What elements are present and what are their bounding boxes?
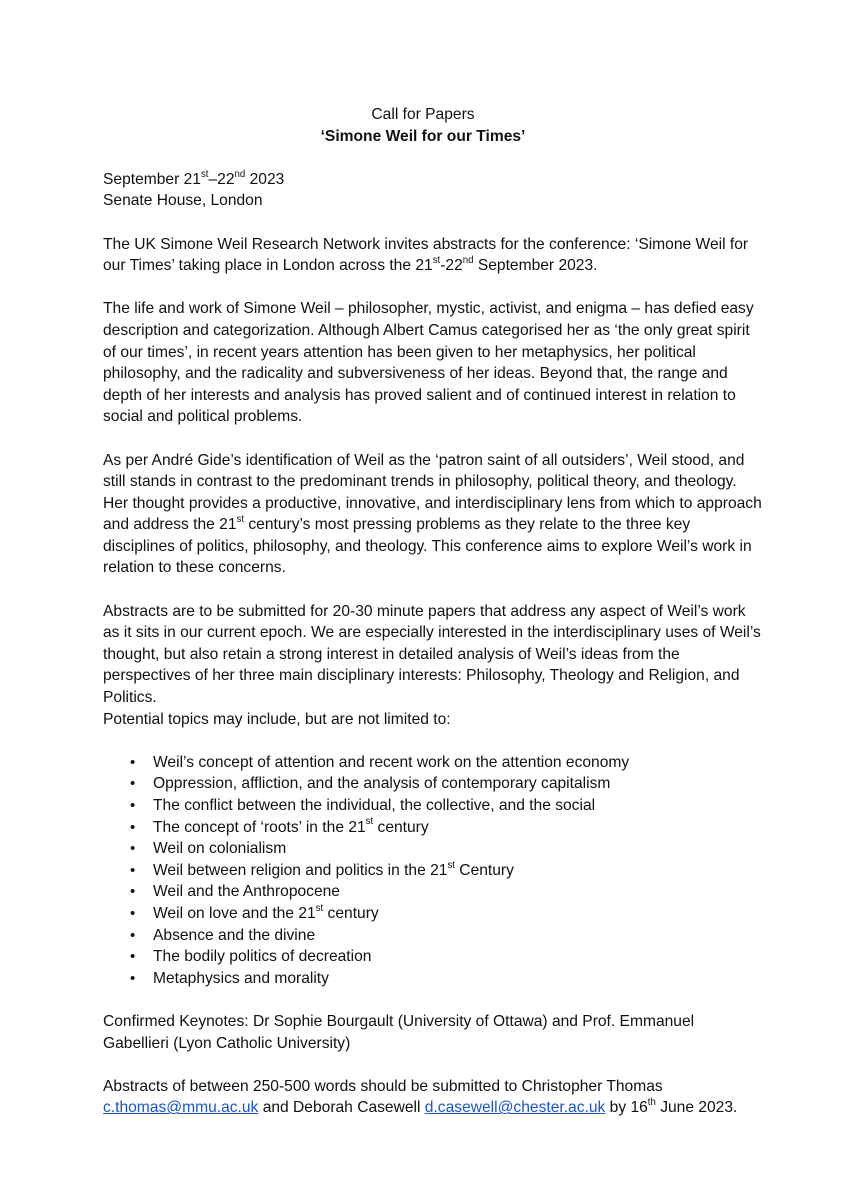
outsiders-paragraph: As per André Gide’s identification of Weil as the ‘patron saint of all outsiders’, Weil stood, and still stands in contrast to the predominant trends in philosophy, political theory, and theology. Her thought provides a productive, innovative, and interdisciplinary lens from which to approach and address the 21st century’s most pressing problems as they relate to the three key disciplines of politics, philosophy, and theology. This conference aims to explore Weil’s work in relation to these concerns. bbox=[103, 451, 762, 577]
intro-paragraph: The UK Simone Weil Research Network invites abstracts for the conference: ‘Simone Weil for our Times’ taking place in London across the 21st-22nd September 2023. bbox=[103, 235, 749, 275]
conference-title: ‘Simone Weil for our Times’ bbox=[320, 127, 526, 145]
bullet-icon: • bbox=[130, 840, 136, 858]
event-date: September 21st–22nd 2023 bbox=[103, 168, 285, 188]
bullet-icon: • bbox=[130, 883, 136, 901]
list-item: • Weil’s concept of attention and recent work on the attention economy bbox=[103, 752, 763, 774]
submission-paragraph: Abstracts of between 250-500 words should be submitted to Christopher Thomas c.thomas@mmu.ac.uk and Deborah Casewell d.casewell@chester.ac.uk by 16th June 2023. bbox=[103, 1077, 738, 1117]
list-item: • The concept of ‘roots’ in the 21st century bbox=[103, 817, 763, 839]
bullet-icon: • bbox=[130, 753, 136, 771]
bullet-icon: • bbox=[130, 926, 136, 944]
list-item: • Weil between religion and politics in the 21st Century bbox=[103, 860, 763, 882]
topics-list bbox=[103, 752, 763, 990]
bullet-icon: • bbox=[130, 904, 136, 922]
abstracts-paragraph: Abstracts are to be submitted for 20-30 minute papers that address any aspect of Weil’s work as it sits in our current epoch. We are especially interested in the interdisciplinary uses of Weil’s thought, but also retain a strong interest in detailed analysis of Weil’s ideas from the perspectives of her three main disciplinary interests: Philosophy, Theology and Religion, and Politics. bbox=[103, 602, 761, 707]
list-item: • Absence and the divine bbox=[103, 925, 763, 947]
bullet-icon: • bbox=[130, 818, 136, 836]
list-item: • Weil on colonialism bbox=[103, 838, 763, 860]
list-item: • Weil on love and the 21st century bbox=[103, 903, 763, 925]
bullet-icon: • bbox=[130, 969, 136, 987]
list-item: • Oppression, affliction, and the analysis of contemporary capitalism bbox=[103, 773, 763, 795]
list-item: • Weil and the Anthropocene bbox=[103, 881, 763, 903]
list-item: • Metaphysics and morality bbox=[103, 968, 763, 990]
bullet-icon: • bbox=[130, 775, 136, 793]
bullet-icon: • bbox=[130, 861, 136, 879]
bullet-icon: • bbox=[130, 948, 136, 966]
document-page bbox=[103, 104, 763, 1119]
email-link-casewell[interactable]: d.casewell@chester.ac.uk bbox=[424, 1099, 606, 1117]
email-link-thomas[interactable]: c.thomas@mmu.ac.uk bbox=[103, 1099, 259, 1117]
title-block bbox=[103, 104, 743, 147]
event-venue: Senate House, London bbox=[103, 192, 263, 210]
list-item: • The bodily politics of decreation bbox=[103, 946, 763, 968]
list-item: • The conflict between the individual, the collective, and the social bbox=[103, 795, 763, 817]
topics-intro: Potential topics may include, but are not limited to: bbox=[103, 710, 451, 728]
call-for-papers-heading: Call for Papers bbox=[371, 106, 475, 123]
keynotes-paragraph: Confirmed Keynotes: Dr Sophie Bourgault (University of Ottawa) and Prof. Emmanuel Gabellieri (Lyon Catholic University) bbox=[103, 1012, 695, 1052]
life-and-work-paragraph: The life and work of Simone Weil – philosopher, mystic, activist, and enigma – has defied easy description and categorization. Although Albert Camus categorised her as ‘the only great spirit of our times’, in recent years attention has been given to her metaphysics, her political philosophy, and the radicality and subversiveness of her ideas. Beyond that, the range and depth of her interests and analysis has proved salient and of continued interest in relation to social and political problems. bbox=[103, 300, 754, 426]
bullet-icon: • bbox=[130, 797, 136, 814]
